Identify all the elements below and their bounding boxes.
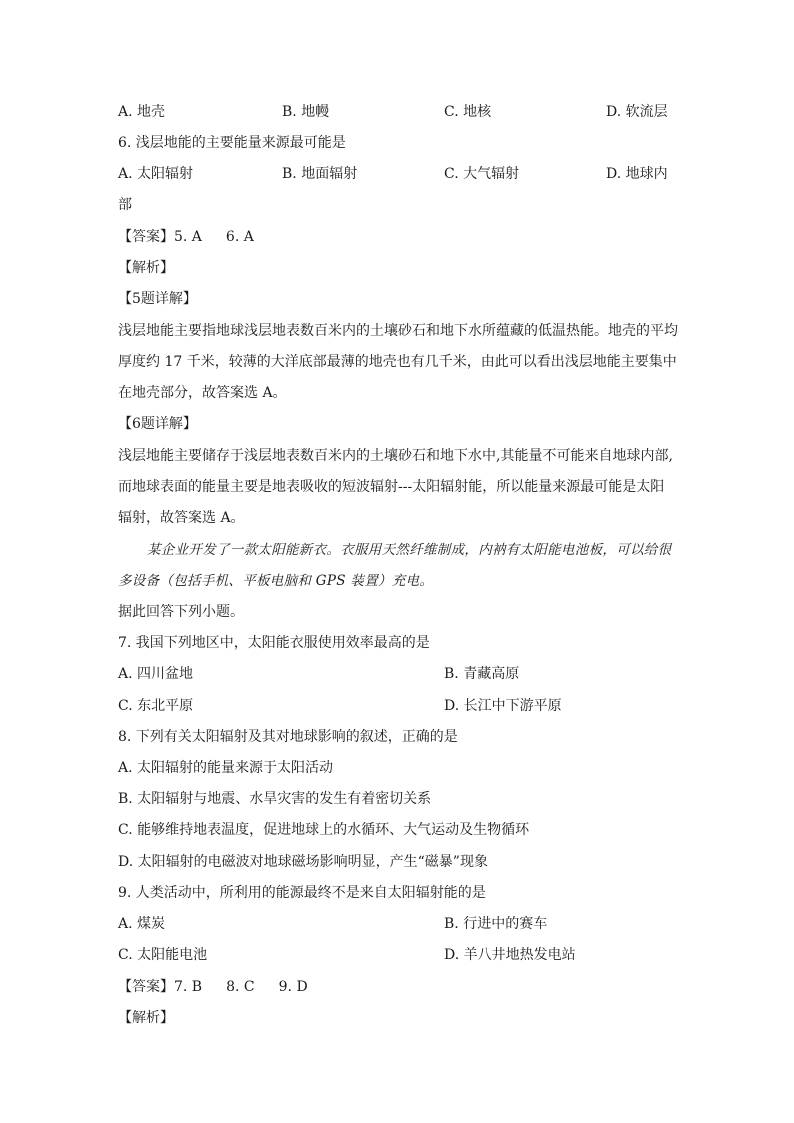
q7-option-c: C. 东北平原 [118,698,194,714]
q8-option-b: B. 太阳辐射与地震、水旱灾害的发生有着密切关系 [118,791,432,807]
q9-option-a: A. 煤炭 [118,916,166,932]
q6-option-b: B. 地面辐射 [282,166,358,182]
analysis-label: 【解析】 [118,260,174,276]
q6-detail-line: 而地球表面的能量主要是地表吸收的短波辐射---太阳辐射能，所以能量来源最可能是太阳 [118,479,665,495]
analysis-label-2: 【解析】 [118,1010,174,1026]
q6-detail-line: 浅层地能主要储存于浅层地表数百米内的土壤砂石和地下水中,其能量不可能来自地球内部, [118,448,673,464]
q5-detail-line: 厚度约 17 千米，较薄的大洋底部最薄的地壳也有几千米，由此可以看出浅层地能主要集中 [118,354,677,370]
q8-option-c: C. 能够维持地表温度，促进地球上的水循环、大气运动及生物循环 [118,822,530,838]
answer-line-2 [118,977,308,997]
q7-option-a: A. 四川盆地 [118,666,194,682]
q5-option-b: B. 地幔 [282,104,330,120]
answer-label: 【答案】 [118,979,174,995]
q5-option-c: C. 地核 [444,104,492,120]
q6-stem: 6. 浅层地能的主要能量来源最可能是 [118,135,346,151]
q9-option-c: C. 太阳能电池 [118,947,208,963]
passage-line: 多设备（包括手机、平板电脑和 GPS 装置）充电。 [118,573,434,589]
q5-detail-label: 【5题详解】 [118,291,197,307]
q9-option-d: D. 羊八井地热发电站 [444,947,576,963]
q6-option-d: D. 地球内 [606,166,668,182]
q5-detail-line: 浅层地能主要指地球浅层地表数百米内的土壤砂石和地下水所蕴藏的低温热能。地壳的平均 [118,323,678,339]
q8-option-d: D. 太阳辐射的电磁波对地球磁场影响明显，产生“磁暴”现象 [118,854,488,870]
q7-option-d: D. 长江中下游平原 [444,698,562,714]
passage-line: 某企业开发了一款太阳能新衣。衣服用天然纤维制成，内衲有太阳能电池板，可以给很 [147,542,672,558]
q6-option-c: C. 大气辐射 [444,166,520,182]
q6-option-a: A. 太阳辐射 [118,166,194,182]
answer-line-1 [118,227,254,247]
q8-stem: 8. 下列有关太阳辐射及其对地球影响的叙述，正确的是 [118,729,458,745]
answer-q6: 6. A [225,229,254,245]
answer-q7: 7. B [174,979,203,995]
q7-option-b: B. 青藏高原 [444,666,520,682]
answer-q8: 8. C [226,979,255,995]
q7-stem: 7. 我国下列地区中，太阳能衣服使用效率最高的是 [118,635,430,651]
q6-detail-label: 【6题详解】 [118,416,197,432]
q8-option-a: A. 太阳辐射的能量来源于太阳活动 [118,760,334,776]
q5-option-a: A. 地壳 [118,104,166,120]
passage-instruction: 据此回答下列小题。 [118,604,244,620]
q5-option-d: D. 软流层 [606,104,668,120]
answer-q9: 9. D [278,979,308,995]
q9-stem: 9. 人类活动中，所利用的能源最终不是来自太阳辐射能的是 [118,885,486,901]
answer-label: 【答案】 [118,229,174,245]
answer-q5: 5. A [174,229,202,245]
q9-option-b: B. 行进中的赛车 [444,916,548,932]
q6-option-d-wrap: 部 [118,197,132,213]
q5-detail-line: 在地壳部分，故答案选 A。 [118,385,287,401]
q6-detail-line: 辐射，故答案选 A。 [118,510,245,526]
